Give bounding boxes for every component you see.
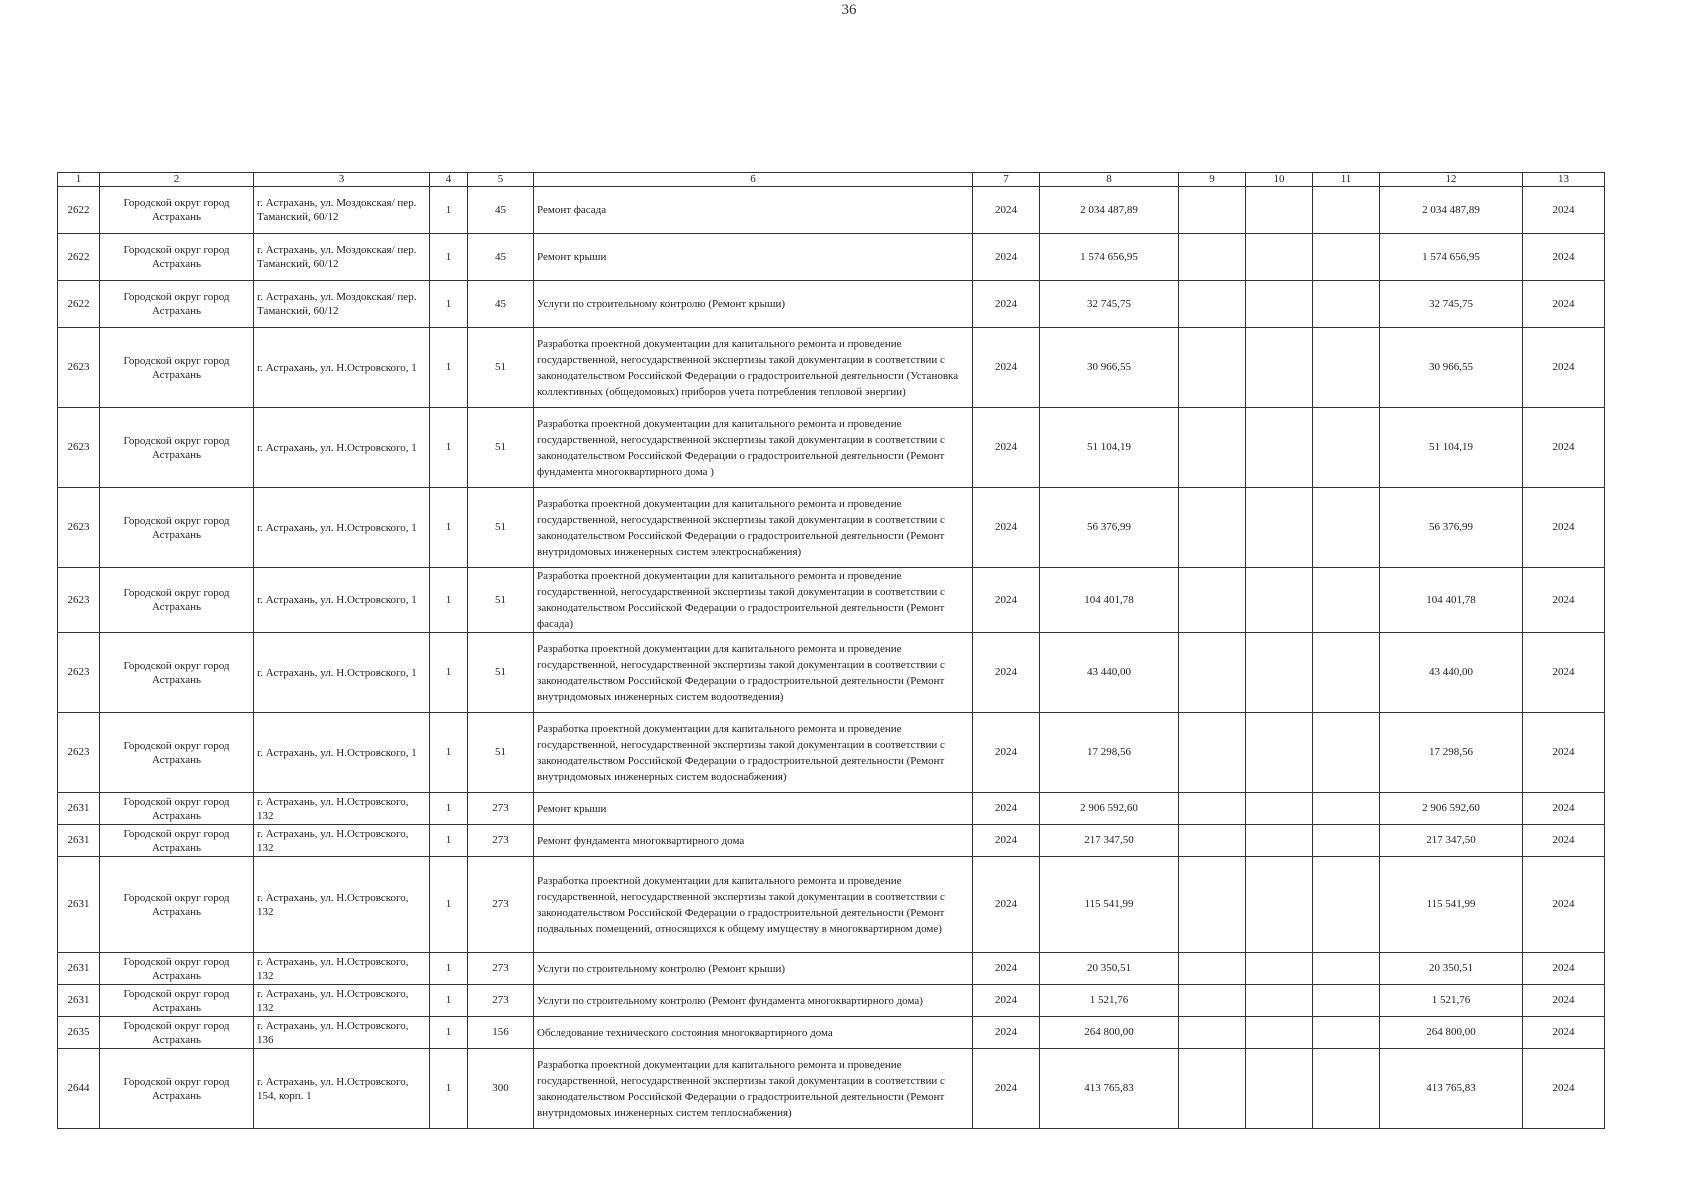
completion-year-cell: 2024 xyxy=(1523,985,1605,1017)
cost-cell: 51 104,19 xyxy=(1040,408,1179,488)
column-9-cell xyxy=(1179,1049,1246,1129)
record-id-cell: 2623 xyxy=(58,633,100,713)
municipality-cell: Городской округ город Астрахань xyxy=(100,713,254,793)
column-10-cell xyxy=(1246,713,1313,793)
column-9-cell xyxy=(1179,1017,1246,1049)
column-5-cell: 273 xyxy=(468,953,534,985)
year-cell: 2024 xyxy=(973,234,1040,281)
completion-year-cell: 2024 xyxy=(1523,234,1605,281)
column-11-cell xyxy=(1313,1017,1380,1049)
record-id-cell: 2623 xyxy=(58,328,100,408)
address-cell: г. Астрахань, ул. Н.Островского, 1 xyxy=(254,568,430,633)
column-4-cell: 1 xyxy=(430,187,468,234)
completion-year-cell: 2024 xyxy=(1523,281,1605,328)
column-4-cell: 1 xyxy=(430,793,468,825)
total-cost-cell: 1 574 656,95 xyxy=(1380,234,1523,281)
column-4-cell: 1 xyxy=(430,825,468,857)
cost-cell: 1 574 656,95 xyxy=(1040,234,1179,281)
column-10-cell xyxy=(1246,568,1313,633)
address-cell: г. Астрахань, ул. Моздокская/ пер. Таманский, 60/12 xyxy=(254,234,430,281)
municipality-cell: Городской округ город Астрахань xyxy=(100,281,254,328)
column-9-cell xyxy=(1179,568,1246,633)
total-cost-cell: 32 745,75 xyxy=(1380,281,1523,328)
work-description-cell: Услуги по строительному контролю (Ремонт крыши) xyxy=(534,953,973,985)
municipality-cell: Городской округ город Астрахань xyxy=(100,328,254,408)
column-5-cell: 51 xyxy=(468,408,534,488)
column-10-cell xyxy=(1246,328,1313,408)
column-10-cell xyxy=(1246,633,1313,713)
record-id-cell: 2622 xyxy=(58,281,100,328)
column-5-cell: 45 xyxy=(468,234,534,281)
cost-cell: 1 521,76 xyxy=(1040,985,1179,1017)
column-11-cell xyxy=(1313,985,1380,1017)
record-id-cell: 2623 xyxy=(58,713,100,793)
column-10-cell xyxy=(1246,234,1313,281)
municipality-cell: Городской округ город Астрахань xyxy=(100,1017,254,1049)
cost-cell: 30 966,55 xyxy=(1040,328,1179,408)
address-cell: г. Астрахань, ул. Н.Островского, 1 xyxy=(254,488,430,568)
column-11-cell xyxy=(1313,488,1380,568)
municipality-cell: Городской округ город Астрахань xyxy=(100,793,254,825)
work-description-cell: Разработка проектной документации для капитального ремонта и проведение государственной, негосударственной экспертизы такой документации в соответствии с законодательством Российской Федерации о градостроительной деятельности (Ремонт внутридомовых инженерных систем водоотведения) xyxy=(534,633,973,713)
column-11-cell xyxy=(1313,408,1380,488)
record-id-cell: 2631 xyxy=(58,953,100,985)
column-5-cell: 300 xyxy=(468,1049,534,1129)
address-cell: г. Астрахань, ул. Н.Островского, 132 xyxy=(254,857,430,953)
column-10-cell xyxy=(1246,187,1313,234)
total-cost-cell: 1 521,76 xyxy=(1380,985,1523,1017)
column-5-cell: 51 xyxy=(468,488,534,568)
column-4-cell: 1 xyxy=(430,1049,468,1129)
table-row xyxy=(58,953,1605,985)
municipality-cell: Городской округ город Астрахань xyxy=(100,857,254,953)
cost-cell: 20 350,51 xyxy=(1040,953,1179,985)
column-5-cell: 273 xyxy=(468,825,534,857)
table-row xyxy=(58,328,1605,408)
cost-cell: 32 745,75 xyxy=(1040,281,1179,328)
municipality-cell: Городской округ город Астрахань xyxy=(100,1049,254,1129)
column-10-cell xyxy=(1246,1049,1313,1129)
year-cell: 2024 xyxy=(973,825,1040,857)
column-header: 8 xyxy=(1040,173,1179,187)
address-cell: г. Астрахань, ул. Н.Островского, 1 xyxy=(254,328,430,408)
total-cost-cell: 2 034 487,89 xyxy=(1380,187,1523,234)
address-cell: г. Астрахань, ул. Н.Островского, 1 xyxy=(254,713,430,793)
column-header: 2 xyxy=(100,173,254,187)
column-9-cell xyxy=(1179,713,1246,793)
completion-year-cell: 2024 xyxy=(1523,1049,1605,1129)
cost-cell: 217 347,50 xyxy=(1040,825,1179,857)
table-row xyxy=(58,985,1605,1017)
column-5-cell: 51 xyxy=(468,713,534,793)
column-number-row xyxy=(58,173,1605,187)
table-row xyxy=(58,1017,1605,1049)
column-header: 4 xyxy=(430,173,468,187)
column-header: 11 xyxy=(1313,173,1380,187)
column-9-cell xyxy=(1179,633,1246,713)
municipality-cell: Городской округ город Астрахань xyxy=(100,488,254,568)
table-row xyxy=(58,488,1605,568)
column-11-cell xyxy=(1313,568,1380,633)
completion-year-cell: 2024 xyxy=(1523,953,1605,985)
record-id-cell: 2623 xyxy=(58,408,100,488)
address-cell: г. Астрахань, ул. Моздокская/ пер. Таманский, 60/12 xyxy=(254,187,430,234)
year-cell: 2024 xyxy=(973,187,1040,234)
column-header: 13 xyxy=(1523,173,1605,187)
municipality-cell: Городской округ город Астрахань xyxy=(100,187,254,234)
completion-year-cell: 2024 xyxy=(1523,328,1605,408)
table-row xyxy=(58,408,1605,488)
record-id-cell: 2635 xyxy=(58,1017,100,1049)
total-cost-cell: 43 440,00 xyxy=(1380,633,1523,713)
record-id-cell: 2631 xyxy=(58,825,100,857)
year-cell: 2024 xyxy=(973,488,1040,568)
column-9-cell xyxy=(1179,953,1246,985)
table-row xyxy=(58,793,1605,825)
year-cell: 2024 xyxy=(973,985,1040,1017)
column-9-cell xyxy=(1179,328,1246,408)
cost-cell: 56 376,99 xyxy=(1040,488,1179,568)
total-cost-cell: 413 765,83 xyxy=(1380,1049,1523,1129)
table-row xyxy=(58,281,1605,328)
column-header: 3 xyxy=(254,173,430,187)
year-cell: 2024 xyxy=(973,633,1040,713)
column-9-cell xyxy=(1179,408,1246,488)
work-description-cell: Ремонт крыши xyxy=(534,793,973,825)
year-cell: 2024 xyxy=(973,281,1040,328)
column-11-cell xyxy=(1313,793,1380,825)
year-cell: 2024 xyxy=(973,713,1040,793)
table-body xyxy=(58,187,1605,1129)
table-row xyxy=(58,857,1605,953)
completion-year-cell: 2024 xyxy=(1523,857,1605,953)
completion-year-cell: 2024 xyxy=(1523,488,1605,568)
record-id-cell: 2622 xyxy=(58,234,100,281)
column-11-cell xyxy=(1313,953,1380,985)
column-header: 6 xyxy=(534,173,973,187)
completion-year-cell: 2024 xyxy=(1523,633,1605,713)
column-9-cell xyxy=(1179,187,1246,234)
work-description-cell: Разработка проектной документации для капитального ремонта и проведение государственной, негосударственной экспертизы такой документации в соответствии с законодательством Российской Федерации о градостроительной деятельности (Ремонт внутридомовых инженерных систем электроснабжения) xyxy=(534,488,973,568)
record-id-cell: 2623 xyxy=(58,568,100,633)
record-id-cell: 2631 xyxy=(58,985,100,1017)
table-row xyxy=(58,187,1605,234)
address-cell: г. Астрахань, ул. Н.Островского, 1 xyxy=(254,633,430,713)
column-4-cell: 1 xyxy=(430,985,468,1017)
year-cell: 2024 xyxy=(973,1049,1040,1129)
column-5-cell: 51 xyxy=(468,328,534,408)
record-id-cell: 2644 xyxy=(58,1049,100,1129)
record-id-cell: 2631 xyxy=(58,793,100,825)
page-number: 36 xyxy=(841,2,857,18)
column-10-cell xyxy=(1246,825,1313,857)
column-4-cell: 1 xyxy=(430,408,468,488)
column-header: 9 xyxy=(1179,173,1246,187)
record-id-cell: 2631 xyxy=(58,857,100,953)
column-11-cell xyxy=(1313,281,1380,328)
column-9-cell xyxy=(1179,793,1246,825)
municipality-cell: Городской округ город Астрахань xyxy=(100,633,254,713)
column-11-cell xyxy=(1313,825,1380,857)
column-10-cell xyxy=(1246,953,1313,985)
table-row xyxy=(58,713,1605,793)
cost-cell: 43 440,00 xyxy=(1040,633,1179,713)
column-9-cell xyxy=(1179,234,1246,281)
capital-repair-table xyxy=(57,172,1605,1129)
column-4-cell: 1 xyxy=(430,953,468,985)
column-9-cell xyxy=(1179,825,1246,857)
cost-cell: 17 298,56 xyxy=(1040,713,1179,793)
completion-year-cell: 2024 xyxy=(1523,793,1605,825)
column-header: 7 xyxy=(973,173,1040,187)
completion-year-cell: 2024 xyxy=(1523,408,1605,488)
work-description-cell: Разработка проектной документации для капитального ремонта и проведение государственной, негосударственной экспертизы такой документации в соответствии с законодательством Российской Федерации о градостроительной деятельности (Ремонт фундамента многоквартирного дома ) xyxy=(534,408,973,488)
address-cell: г. Астрахань, ул. Н.Островского, 132 xyxy=(254,793,430,825)
total-cost-cell: 30 966,55 xyxy=(1380,328,1523,408)
column-4-cell: 1 xyxy=(430,568,468,633)
municipality-cell: Городской округ город Астрахань xyxy=(100,234,254,281)
column-4-cell: 1 xyxy=(430,1017,468,1049)
total-cost-cell: 56 376,99 xyxy=(1380,488,1523,568)
address-cell: г. Астрахань, ул. Н.Островского, 136 xyxy=(254,1017,430,1049)
record-id-cell: 2622 xyxy=(58,187,100,234)
column-4-cell: 1 xyxy=(430,633,468,713)
column-5-cell: 51 xyxy=(468,633,534,713)
cost-cell: 2 034 487,89 xyxy=(1040,187,1179,234)
municipality-cell: Городской округ город Астрахань xyxy=(100,953,254,985)
column-9-cell xyxy=(1179,281,1246,328)
work-description-cell: Разработка проектной документации для капитального ремонта и проведение государственной, негосударственной экспертизы такой документации в соответствии с законодательством Российской Федерации о градостроительной деятельности (Ремонт внутридомовых инженерных систем теплоснабжения) xyxy=(534,1049,973,1129)
year-cell: 2024 xyxy=(973,793,1040,825)
column-5-cell: 45 xyxy=(468,187,534,234)
year-cell: 2024 xyxy=(973,953,1040,985)
table-row xyxy=(58,1049,1605,1129)
work-description-cell: Услуги по строительному контролю (Ремонт крыши) xyxy=(534,281,973,328)
column-11-cell xyxy=(1313,713,1380,793)
column-10-cell xyxy=(1246,857,1313,953)
column-5-cell: 273 xyxy=(468,985,534,1017)
municipality-cell: Городской округ город Астрахань xyxy=(100,408,254,488)
municipality-cell: Городской округ город Астрахань xyxy=(100,985,254,1017)
column-4-cell: 1 xyxy=(430,488,468,568)
column-header: 5 xyxy=(468,173,534,187)
completion-year-cell: 2024 xyxy=(1523,187,1605,234)
work-description-cell: Разработка проектной документации для капитального ремонта и проведение государственной, негосударственной экспертизы такой документации в соответствии с законодательством Российской Федерации о градостроительной деятельности (Ремонт внутридомовых инженерных систем водоснабжения) xyxy=(534,713,973,793)
column-4-cell: 1 xyxy=(430,857,468,953)
address-cell: г. Астрахань, ул. Н.Островского, 1 xyxy=(254,408,430,488)
column-10-cell xyxy=(1246,281,1313,328)
column-9-cell xyxy=(1179,857,1246,953)
total-cost-cell: 217 347,50 xyxy=(1380,825,1523,857)
total-cost-cell: 51 104,19 xyxy=(1380,408,1523,488)
year-cell: 2024 xyxy=(973,328,1040,408)
column-10-cell xyxy=(1246,408,1313,488)
address-cell: г. Астрахань, ул. Н.Островского, 132 xyxy=(254,953,430,985)
column-4-cell: 1 xyxy=(430,281,468,328)
completion-year-cell: 2024 xyxy=(1523,568,1605,633)
column-10-cell xyxy=(1246,985,1313,1017)
completion-year-cell: 2024 xyxy=(1523,713,1605,793)
column-5-cell: 51 xyxy=(468,568,534,633)
column-9-cell xyxy=(1179,488,1246,568)
work-description-cell: Ремонт фундамента многоквартирного дома xyxy=(534,825,973,857)
work-description-cell: Ремонт крыши xyxy=(534,234,973,281)
column-4-cell: 1 xyxy=(430,713,468,793)
table-row xyxy=(58,234,1605,281)
work-description-cell: Ремонт фасада xyxy=(534,187,973,234)
column-11-cell xyxy=(1313,857,1380,953)
address-cell: г. Астрахань, ул. Н.Островского, 132 xyxy=(254,825,430,857)
column-11-cell xyxy=(1313,187,1380,234)
cost-cell: 264 800,00 xyxy=(1040,1017,1179,1049)
total-cost-cell: 17 298,56 xyxy=(1380,713,1523,793)
work-description-cell: Обследование технического состояния многоквартирного дома xyxy=(534,1017,973,1049)
work-description-cell: Разработка проектной документации для капитального ремонта и проведение государственной, негосударственной экспертизы такой документации в соответствии с законодательством Российской Федерации о градостроительной деятельности (Установка коллективных (общедомовых) приборов учета потребления тепловой энергии) xyxy=(534,328,973,408)
year-cell: 2024 xyxy=(973,857,1040,953)
column-11-cell xyxy=(1313,234,1380,281)
total-cost-cell: 115 541,99 xyxy=(1380,857,1523,953)
total-cost-cell: 264 800,00 xyxy=(1380,1017,1523,1049)
address-cell: г. Астрахань, ул. Н.Островского, 132 xyxy=(254,985,430,1017)
completion-year-cell: 2024 xyxy=(1523,1017,1605,1049)
column-10-cell xyxy=(1246,1017,1313,1049)
column-5-cell: 273 xyxy=(468,793,534,825)
work-description-cell: Услуги по строительному контролю (Ремонт фундамента многоквартирного дома) xyxy=(534,985,973,1017)
total-cost-cell: 20 350,51 xyxy=(1380,953,1523,985)
address-cell: г. Астрахань, ул. Н.Островского, 154, корп. 1 xyxy=(254,1049,430,1129)
column-11-cell xyxy=(1313,1049,1380,1129)
address-cell: г. Астрахань, ул. Моздокская/ пер. Таманский, 60/12 xyxy=(254,281,430,328)
table-row xyxy=(58,568,1605,633)
record-id-cell: 2623 xyxy=(58,488,100,568)
column-header: 12 xyxy=(1380,173,1523,187)
work-description-cell: Разработка проектной документации для капитального ремонта и проведение государственной, негосударственной экспертизы такой документации в соответствии с законодательством Российской Федерации о градостроительной деятельности (Ремонт фасада) xyxy=(534,568,973,633)
column-5-cell: 45 xyxy=(468,281,534,328)
column-4-cell: 1 xyxy=(430,328,468,408)
column-5-cell: 273 xyxy=(468,857,534,953)
column-4-cell: 1 xyxy=(430,234,468,281)
cost-cell: 2 906 592,60 xyxy=(1040,793,1179,825)
table-row xyxy=(58,825,1605,857)
cost-cell: 115 541,99 xyxy=(1040,857,1179,953)
total-cost-cell: 104 401,78 xyxy=(1380,568,1523,633)
column-9-cell xyxy=(1179,985,1246,1017)
column-5-cell: 156 xyxy=(468,1017,534,1049)
column-header: 10 xyxy=(1246,173,1313,187)
year-cell: 2024 xyxy=(973,1017,1040,1049)
year-cell: 2024 xyxy=(973,568,1040,633)
column-header: 1 xyxy=(58,173,100,187)
year-cell: 2024 xyxy=(973,408,1040,488)
total-cost-cell: 2 906 592,60 xyxy=(1380,793,1523,825)
column-11-cell xyxy=(1313,633,1380,713)
completion-year-cell: 2024 xyxy=(1523,825,1605,857)
column-10-cell xyxy=(1246,488,1313,568)
column-11-cell xyxy=(1313,328,1380,408)
table-row xyxy=(58,633,1605,713)
column-10-cell xyxy=(1246,793,1313,825)
work-description-cell: Разработка проектной документации для капитального ремонта и проведение государственной, негосударственной экспертизы такой документации в соответствии с законодательством Российской Федерации о градостроительной деятельности (Ремонт подвальных помещений, относящихся к общему имуществу в многоквартирном доме) xyxy=(534,857,973,953)
cost-cell: 104 401,78 xyxy=(1040,568,1179,633)
municipality-cell: Городской округ город Астрахань xyxy=(100,568,254,633)
municipality-cell: Городской округ город Астрахань xyxy=(100,825,254,857)
cost-cell: 413 765,83 xyxy=(1040,1049,1179,1129)
